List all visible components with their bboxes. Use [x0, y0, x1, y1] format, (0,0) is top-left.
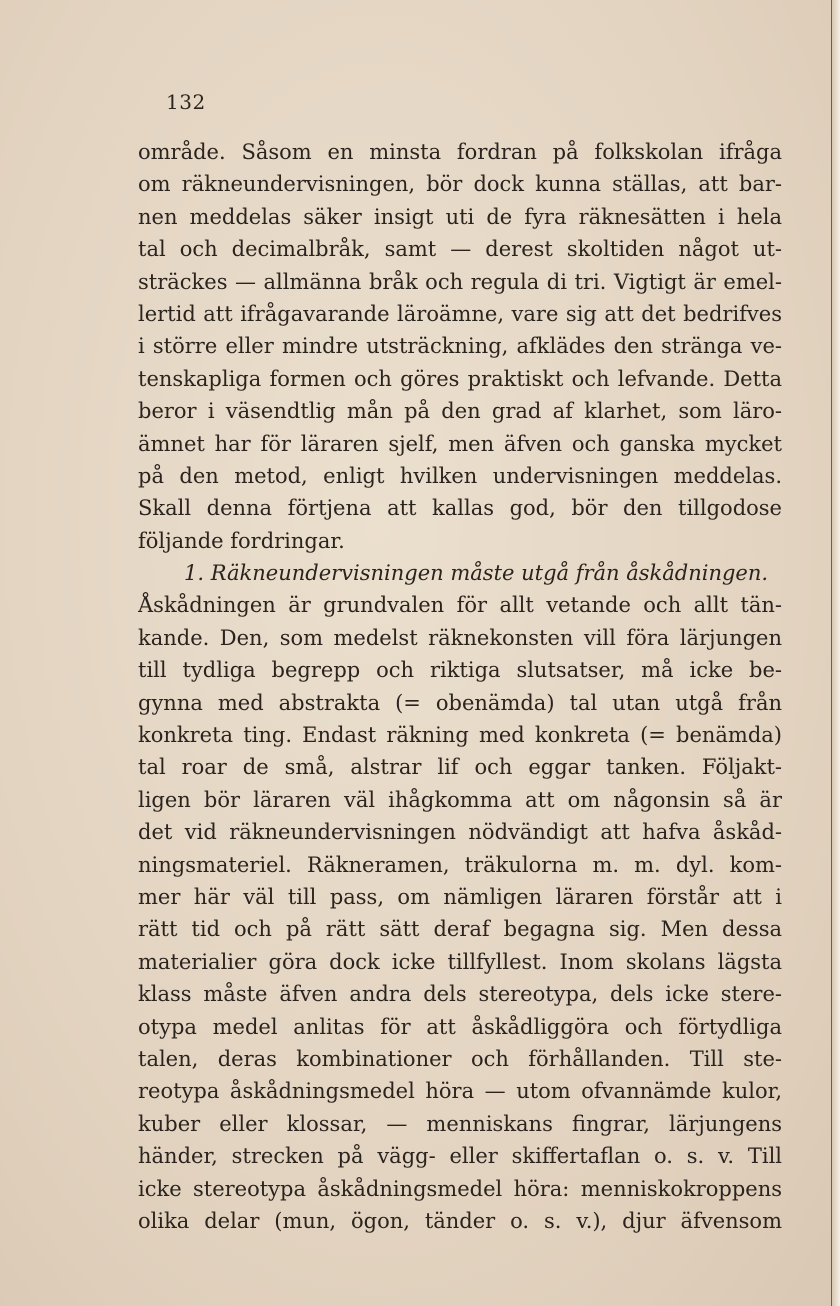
text-line: tenskapliga formen och göres praktiskt och lefvande. Detta: [138, 366, 782, 391]
text-line: otypa medel anlitas för att åskådliggöra och förtydliga: [138, 1014, 782, 1039]
text-line: Skall denna förtjena att kallas god, bör den tillgodose: [138, 496, 782, 521]
text-line: reotypa åskådningsmedel höra — utom ofvannämde kulor,: [138, 1079, 782, 1104]
text-line: tal roar de små, alstrar lif och eggar tanken. Följakt-: [138, 755, 782, 780]
text-line: materialier göra dock icke tillfyllest. Inom skolans lägsta: [138, 949, 782, 974]
text-line: Åskådningen är grundvalen för allt vetande och allt tän-: [138, 593, 782, 618]
text-line: i större eller mindre utsträckning, afklädes den stränga ve-: [138, 334, 782, 359]
text-line: nen meddelas säker insigt uti de fyra räknesätten i hela: [138, 204, 782, 229]
text-line: följande fordringar.: [138, 528, 345, 553]
text-line: område. Såsom en minsta fordran på folkskolan ifråga: [138, 140, 782, 164]
text-line: konkreta ting. Endast räkning med konkreta (= benämda): [138, 723, 782, 748]
text-line: lertid att ifrågavarande läroämne, vare sig att det bedrifves: [138, 301, 782, 326]
text-line: beror i väsendtlig mån på den grad af klarhet, som läro-: [138, 399, 782, 424]
text-line: ämnet har för läraren sjelf, men äfven och ganska mycket: [138, 431, 782, 456]
page-number: 132: [166, 90, 206, 114]
section-heading: 1. Räkneundervisningen måste utgå från åskådningen.: [184, 561, 769, 586]
text-line: rätt tid och på rätt sätt deraf begagna sig. Men dessa: [138, 917, 782, 942]
text-line: ligen bör läraren väl ihågkomma att om någonsin så är: [138, 787, 782, 812]
text-line: gynna med abstrakta (= obenämda) tal utan utgå från: [138, 690, 782, 715]
text-line: händer, strecken på vägg- eller skiffertaflan o. s. v. Till: [138, 1144, 782, 1169]
text-line: klass måste äfven andra dels stereotypa, dels icke stere-: [138, 982, 782, 1007]
body-text: [138, 136, 782, 1237]
text-line: icke stereotypa åskådningsmedel höra: menniskokroppens: [138, 1176, 782, 1201]
text-line: till tydliga begrepp och riktiga slutsatser, må icke be-: [138, 658, 782, 683]
text-line: kande. Den, som medelst räknekonsten vill föra lärjungen: [138, 625, 782, 650]
text-line: sträckes — allmänna bråk och regula di tri. Vigtigt är emel-: [138, 269, 782, 294]
text-line: talen, deras kombinationer och förhållanden. Till ste-: [138, 1046, 782, 1071]
text-line: kuber eller klossar, — menniskans fingrar, lärjungens: [138, 1111, 782, 1136]
text-line: olika delar (mun, ögon, tänder o. s. v.), djur äfvensom: [138, 1208, 782, 1233]
text-line: mer här väl till pass, om nämligen läraren förstår att i: [138, 884, 782, 909]
text-line: ningsmateriel. Räkneramen, träkulorna m. m. dyl. kom-: [138, 852, 782, 877]
page-edge: [831, 0, 840, 1306]
text-line: tal och decimalbråk, samt — derest skoltiden något ut-: [138, 237, 782, 262]
text-line: om räkneundervisningen, bör dock kunna ställas, att bar-: [138, 172, 782, 197]
text-line: på den metod, enligt hvilken undervisningen meddelas.: [138, 463, 782, 488]
text-line: det vid räkneundervisningen nödvändigt att hafva åskåd-: [138, 820, 782, 845]
